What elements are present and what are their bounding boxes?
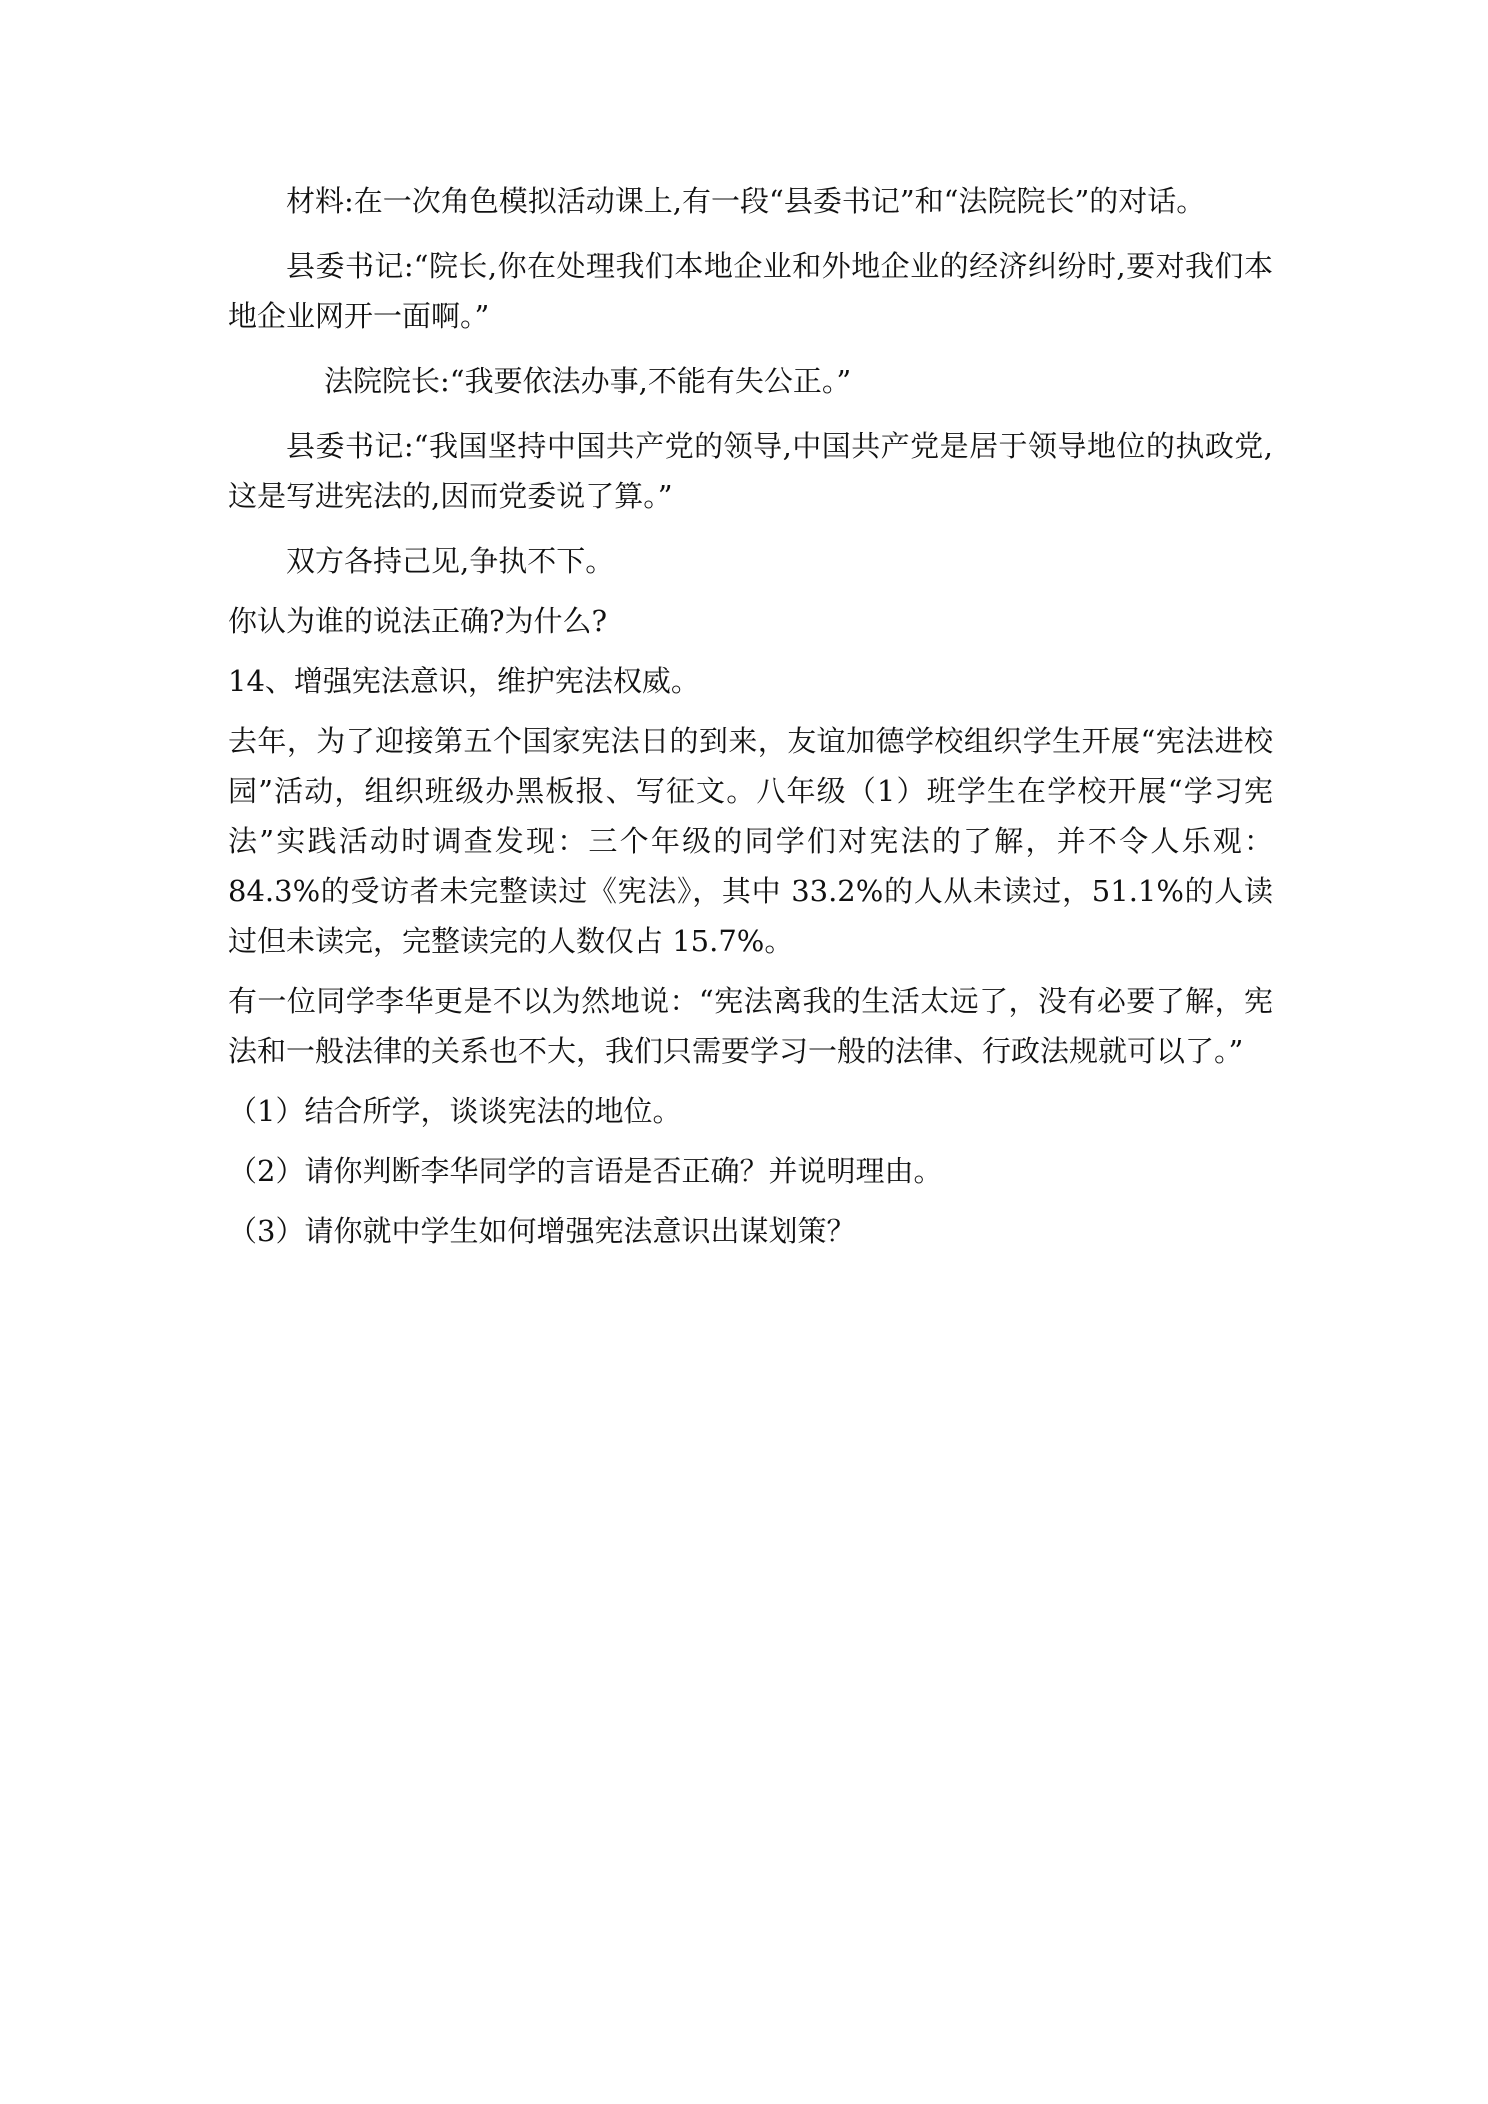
question-14-title: 14、增强宪法意识，维护宪法权威。 — [228, 664, 700, 698]
stalemate-text: 双方各持己见,争执不下。 — [286, 544, 615, 578]
material-intro: 材料:在一次角色模拟活动课上,有一段“县委书记”和“法院院长”的对话。 — [286, 184, 1206, 218]
secretary-statement-2: 县委书记:“我国坚持中国共产党的领导,中国共产党是居于领导地位的执政党,这是写进宪法的,因而党委说了算。” — [228, 429, 1273, 513]
document-body — [228, 176, 1273, 1256]
question-14-sub-1: （1）结合所学，谈谈宪法的地位。 — [228, 1094, 682, 1128]
question-14-sub-2: （2）请你判断李华同学的言语是否正确？并说明理由。 — [228, 1154, 943, 1188]
question-14-material: 去年，为了迎接第五个国家宪法日的到来，友谊加德学校组织学生开展“宪法进校园”活动，组织班级办黑板报、写征文。八年级（1）班学生在学校开展“学习宪法”实践活动时调查发现：三个年级的同学们对宪法的了解，并不令人乐观：84.3%的受访者未完整读过《宪法》，其中 33.2%的人从未读过，51.1%的人读过但未读完，完整读完的人数仅占 15.7%。 — [228, 724, 1273, 958]
question-14-sub-3: （3）请你就中学生如何增强宪法意识出谋划策？ — [228, 1214, 856, 1248]
president-statement: 法院院长:“我要依法办事,不能有失公正。” — [324, 364, 852, 398]
question-14-lihua-quote: 有一位同学李华更是不以为然地说：“宪法离我的生活太远了，没有必要了解，宪法和一般法律的关系也不大，我们只需要学习一般的法律、行政法规就可以了。” — [228, 984, 1273, 1068]
secretary-statement-1: 县委书记:“院长,你在处理我们本地企业和外地企业的经济纠纷时,要对我们本地企业网开一面啊。” — [228, 249, 1273, 333]
question-13: 你认为谁的说法正确?为什么? — [228, 604, 608, 638]
